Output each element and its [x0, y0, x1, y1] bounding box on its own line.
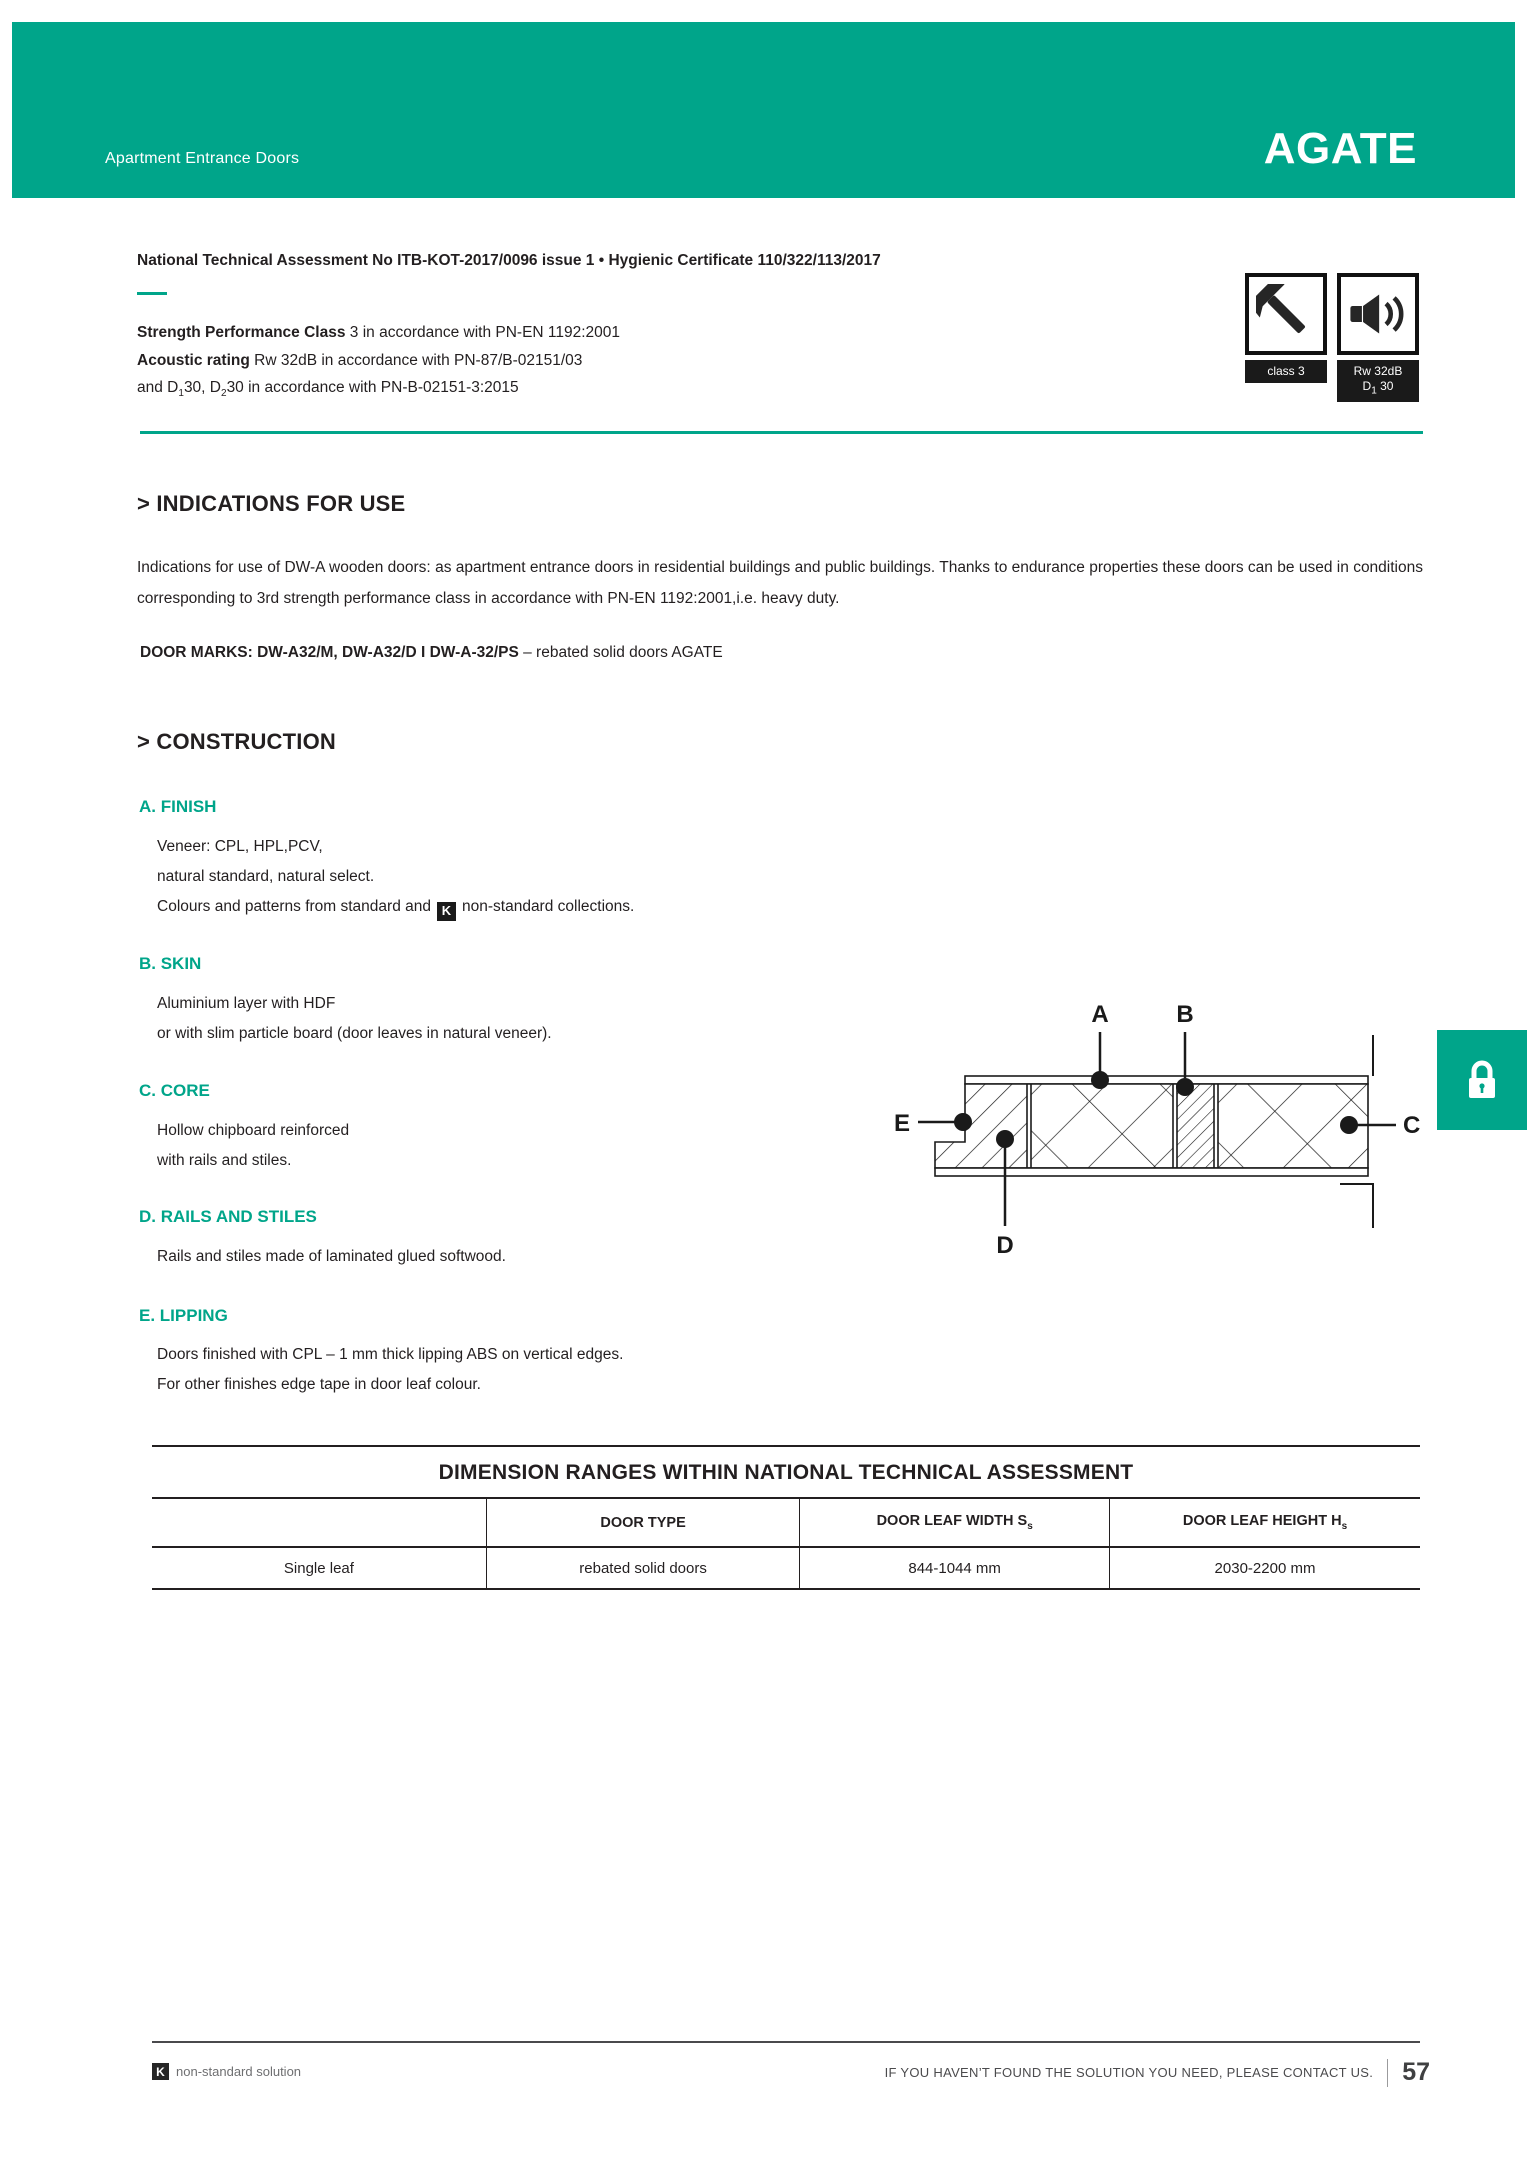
finish-line-3: Colours and patterns from standard and K non-standard collections.	[157, 892, 634, 922]
hammer-icon	[1245, 273, 1327, 355]
col-door-type: DOOR TYPE	[486, 1498, 799, 1547]
section-title-skin: B. SKIN	[139, 954, 202, 973]
strength-class-badge	[1245, 273, 1327, 383]
acoustic-line-2: and $D_130$, $D_230$ in accordance with PN-B-02151-3:2015	[137, 379, 519, 400]
lipping-line-2: For other finishes edge tape in door leaf colour.	[157, 1376, 481, 1393]
indications-heading: > INDICATIONS FOR USE	[137, 491, 406, 516]
finish-line-1: Veneer: CPL, HPL,PCV,	[157, 838, 323, 855]
section-title-core: C. CORE	[139, 1081, 210, 1100]
section-body-finish	[157, 832, 634, 922]
section-body-lipping	[157, 1340, 623, 1400]
cell-leaf: Single leaf	[152, 1547, 486, 1589]
footer-divider	[152, 2041, 1420, 2043]
section-divider	[140, 431, 1423, 434]
teal-dash	[137, 292, 167, 295]
acoustic-label: Rw 32dB $D_1$ 30	[1337, 360, 1419, 402]
section-body-core	[157, 1116, 349, 1176]
section-body-skin	[157, 989, 552, 1049]
acoustic-line: Acoustic rating Rw 32dB in accordance with PN-87/B-02151/03	[137, 351, 583, 369]
col-door-leaf-width: DOOR LEAF WIDTH $S_s$	[800, 1498, 1110, 1547]
col-door-leaf-height: DOOR LEAF HEIGHT $H_s$	[1110, 1498, 1420, 1547]
dimension-table-title: DIMENSION RANGES WITHIN NATIONAL TECHNICAL ASSESSMENT	[438, 1461, 1134, 1484]
section-title-finish: A. FINISH	[139, 797, 217, 816]
speaker-icon	[1337, 273, 1419, 355]
diagram-label-a: A	[1091, 1001, 1109, 1028]
certification-block	[137, 252, 1117, 408]
section-title-rails: D. RAILS AND STILES	[139, 1207, 317, 1226]
footer-separator	[1387, 2059, 1388, 2087]
cell-width: 844-1044 mm	[800, 1547, 1110, 1589]
diagram-label-d: D	[996, 1232, 1014, 1259]
diagram-label-b: B	[1176, 1001, 1194, 1028]
security-lock-tab	[1437, 1030, 1527, 1130]
k-logo-icon: K	[437, 902, 456, 921]
strength-class-label: class 3	[1245, 360, 1327, 383]
strength-line: Strength Performance Class 3 in accordance with PN-EN 1192:2001	[137, 324, 621, 341]
table-row	[152, 1547, 1420, 1589]
page-number: 57	[1402, 2058, 1430, 2086]
certification-title: National Technical Assessment No ITB-KOT-2017/0096 issue 1 • Hygienic Certificate 110/322/113/2017	[137, 252, 881, 269]
header-bar	[12, 22, 1515, 198]
padlock-icon	[1465, 1059, 1499, 1101]
diagram-label-c: C	[1403, 1112, 1421, 1139]
core-line-2: with rails and stiles.	[157, 1152, 292, 1169]
k-logo-icon: K	[152, 2063, 169, 2080]
acoustic-badge	[1337, 273, 1419, 402]
door-cross-section-diagram	[850, 950, 1527, 1305]
footer-contact-text: IF YOU HAVEN’T FOUND THE SOLUTION YOU NEED, PLEASE CONTACT US.	[884, 2065, 1374, 2080]
section-body-rails	[157, 1242, 506, 1272]
header-category: Apartment Entrance Doors	[105, 150, 300, 167]
construction-heading: > CONSTRUCTION	[137, 729, 336, 754]
dimension-table	[152, 1445, 1420, 1590]
footer-legend-text: non-standard solution	[176, 2064, 302, 2079]
cell-door-type: rebated solid doors	[486, 1547, 799, 1589]
indications-paragraph: Indications for use of DW-A wooden doors: as apartment entrance doors in residential buildings and public buildings. Thanks to endurance properties these doors can be used in conditions corresponding to 3rd strength performance class in accordance with PN-EN 1192:2001,i.e. heavy duty.	[137, 559, 1423, 607]
door-marks-line: DOOR MARKS: DW-A32/M, DW-A32/D I DW-A-32/PS – rebated solid doors AGATE	[140, 644, 723, 661]
diagram-label-e: E	[893, 1110, 911, 1137]
certification-specs	[137, 319, 1117, 408]
cell-height: 2030-2200 mm	[1110, 1547, 1420, 1589]
table-header-row	[152, 1498, 1420, 1547]
lipping-line-1: Doors finished with CPL – 1 mm thick lipping ABS on vertical edges.	[157, 1346, 624, 1363]
finish-line-2: natural standard, natural select.	[157, 868, 375, 885]
rails-line-1: Rails and stiles made of laminated glued softwood.	[157, 1248, 506, 1265]
page-title: AGATE	[1263, 124, 1417, 173]
skin-line-2: or with slim particle board (door leaves in natural veneer).	[157, 1025, 552, 1042]
skin-line-1: Aluminium layer with HDF	[157, 995, 336, 1012]
core-line-1: Hollow chipboard reinforced	[157, 1122, 350, 1139]
footer-legend	[152, 2063, 301, 2080]
section-title-lipping: E. LIPPING	[139, 1306, 228, 1325]
footer-contact-block	[885, 2058, 1430, 2087]
